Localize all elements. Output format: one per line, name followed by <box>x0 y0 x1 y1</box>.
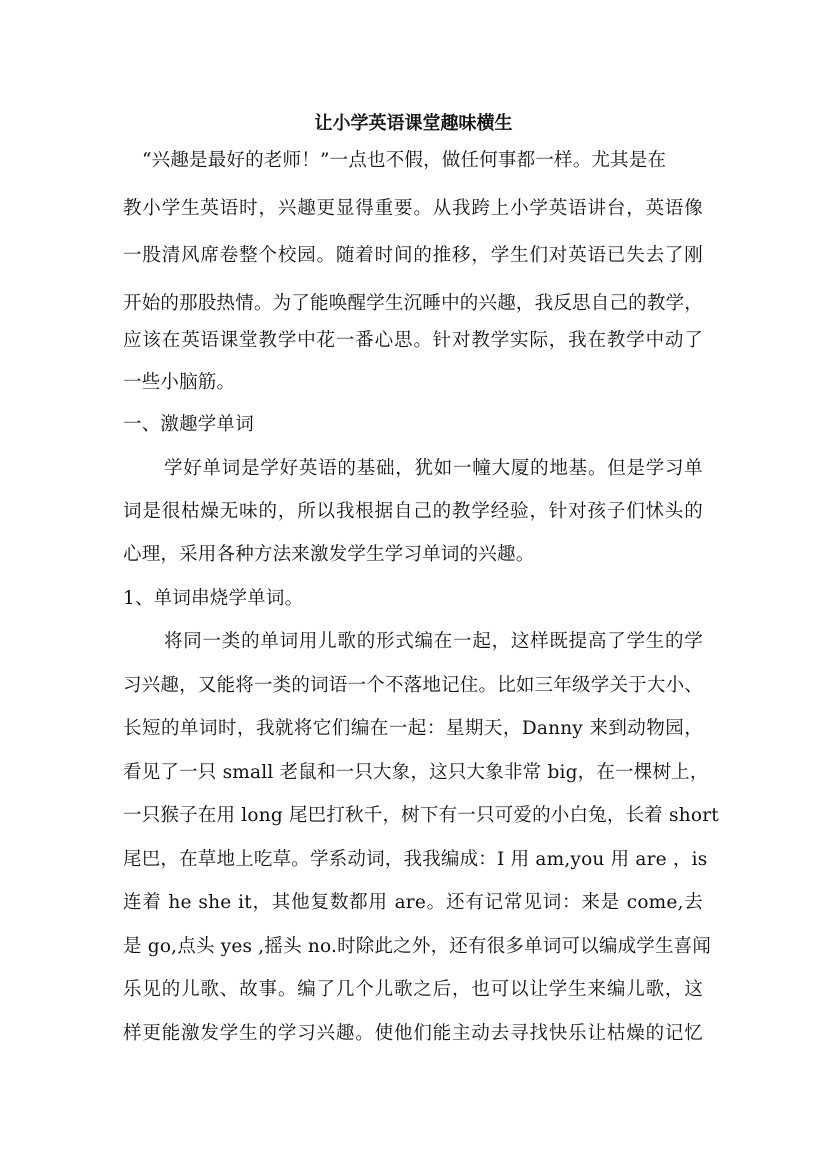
paragraph-line: 教小学生英语时，兴趣更显得重要。从我跨上小学英语讲台，英语像 <box>123 198 703 219</box>
paragraph-line: 学好单词是学好英语的基础，犹如一幢大厦的地基。但是学习单 <box>164 458 703 479</box>
paragraph-line: 乐见的儿歌、故事。编了几个儿歌之后，也可以让学生来编儿歌，这 <box>123 979 703 1000</box>
paragraph-line: 心理，采用各种方法来激发学生学习单词的兴趣。 <box>123 544 535 565</box>
paragraph-line: 一只猴子在用 long 尾巴打秋千，树下有一只可爱的小白兔，长着 short <box>123 805 719 826</box>
paragraph-line: 样更能激发学生的学习兴趣。使他们能主动去寻找快乐让枯燥的记忆 <box>123 1023 703 1044</box>
paragraph-line: 长短的单词时，我就将它们编在一起：星期天，Danny 来到动物园， <box>123 718 703 739</box>
paragraph-line: 一些小脑筋。 <box>123 372 236 393</box>
paragraph-line: 词是很枯燥无味的，所以我根据自己的教学经验，针对孩子们怵头的 <box>123 501 703 522</box>
paragraph-line: 一股清风席卷整个校园。随着时间的推移，学生们对英语已失去了刚 <box>123 245 703 266</box>
document-title: 让小学英语课堂趣味横生 <box>314 113 513 134</box>
paragraph-line: 尾巴，在草地上吃草。学系动词，我我编成：I 用 am,you 用 are ，is <box>123 849 708 870</box>
paragraph-line: 习兴趣，又能将一类的词语一个不落地记住。比如三年级学关于大小、 <box>123 675 703 696</box>
subsection-heading: 1、单词串烧学单词。 <box>123 588 304 609</box>
paragraph-line: 是 go,点头 yes ,摇头 no.时除此之外，还有很多单词可以编成学生喜闻 <box>123 936 712 957</box>
section-heading: 一、激趣学单词 <box>123 414 254 435</box>
paragraph-line: 将同一类的单词用儿歌的形式编在一起，这样既提高了学生的学 <box>164 631 703 652</box>
paragraph-line: 连着 he she it，其他复数都用 are。还有记常见词：来是 come,去 <box>123 892 703 913</box>
paragraph-line: “兴趣是最好的老师！”一点也不假，做任何事都一样。尤其是在 <box>142 150 667 171</box>
paragraph-line: 看见了一只 small 老鼠和一只大象，这只大象非常 big，在一棵树上， <box>123 762 709 783</box>
paragraph-line: 应该在英语课堂教学中花一番心思。针对教学实际，我在教学中动了 <box>123 330 703 351</box>
paragraph-line: 开始的那股热情。为了能唤醒学生沉睡中的兴趣，我反思自己的教学， <box>123 293 703 314</box>
